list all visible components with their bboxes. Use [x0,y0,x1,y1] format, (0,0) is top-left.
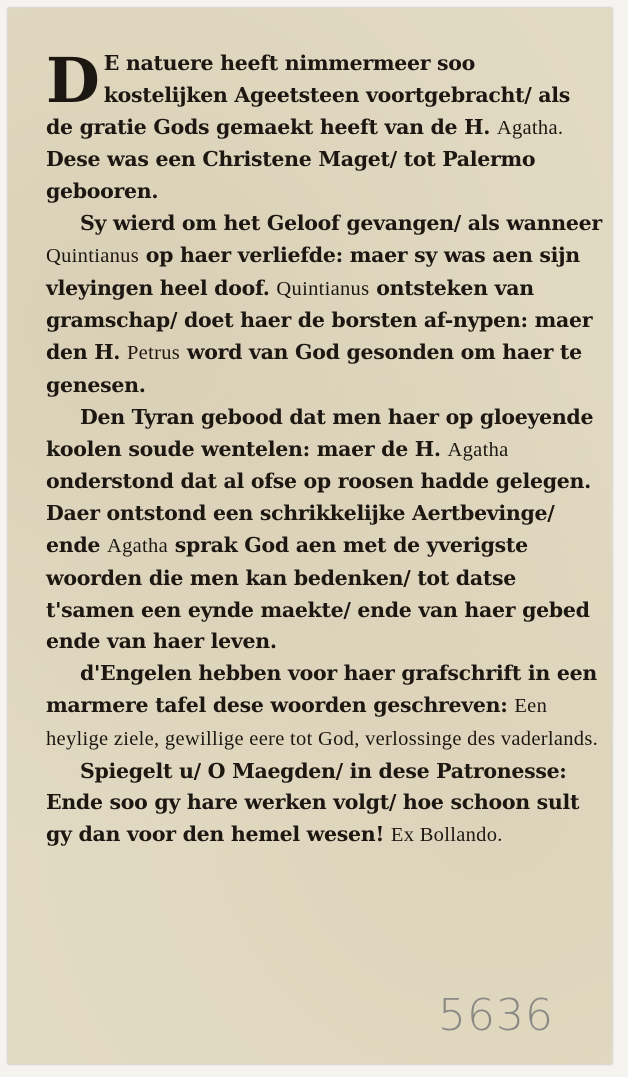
p2-name-quintianus-2: Quintianus [276,277,370,300]
p2-text-c: ontsteken van gramschap/ doet haer de borsten af-nypen: maer den H. [46,275,593,365]
pencil-shelfmark: 5636 [438,990,554,1041]
p3-text-b: onderstond dat al ofse op roosen hadde gelegen. Daer ontstond een schrikkelijke Aertbevinge/ ende [46,469,591,557]
p2-name-petrus: Petrus [126,342,181,365]
p3-text-a: Den Tyran gebood dat men haer op gloeyende koolen soude wentelen: maer de H. [46,404,594,461]
p5-text-a: Spiegelt u/ O Maegden/ in dese Patronesse: Ende soo gy hare werken volgt/ hoe schoon sult gy dan voor den hemel wesen! [46,758,580,847]
p2-name-quintianus-1: Quintianus [46,244,139,267]
p3-text-c: sprak God aen met de yverigste woorden die men kan bedenken/ tot datse t'samen een eynde maekte/ ende van haer gebed ende van haer leven. [46,532,590,654]
p4-text-a: d'Engelen hebben voor haer grafschrift in een marmere tafel dese woorden geschreven: [46,661,597,717]
p2-text-a: Sy wierd om het Geloof gevangen/ als wanneer [80,210,602,235]
p1-text-b: Dese was een Christene Maget/ tot Palermo gebooren. [46,147,536,204]
p1-name-agatha: Agatha. [496,116,564,139]
p4-epitaph: Een heylige ziele, gewillige eere tot God, verlossinge des vaderlands. [46,694,599,750]
paragraph-3 [46,402,602,658]
p1-text-a: E natuere heeft nimmermeer soo kostelijken Ageetsteen voortgebracht/ als de gratie Gods gemaekt heeft van de H. [46,51,571,139]
drop-cap: D [46,44,100,117]
p5-source: Ex Bollando. [390,824,503,847]
devotional-card [8,8,612,1064]
paragraph-2 [46,208,602,402]
p2-text-b: op haer verliefde: maer sy was aen sijn vleyingen heel doof. [46,242,580,300]
paragraph-1 [46,44,602,208]
card-text [46,44,602,852]
p2-text-d: word van God gesonden om haer te genesen. [46,340,582,397]
p3-name-agatha-2: Agatha [106,534,168,557]
paragraph-4 [46,658,602,755]
paragraph-5 [46,756,602,852]
p3-name-agatha-1: Agatha [447,438,509,461]
